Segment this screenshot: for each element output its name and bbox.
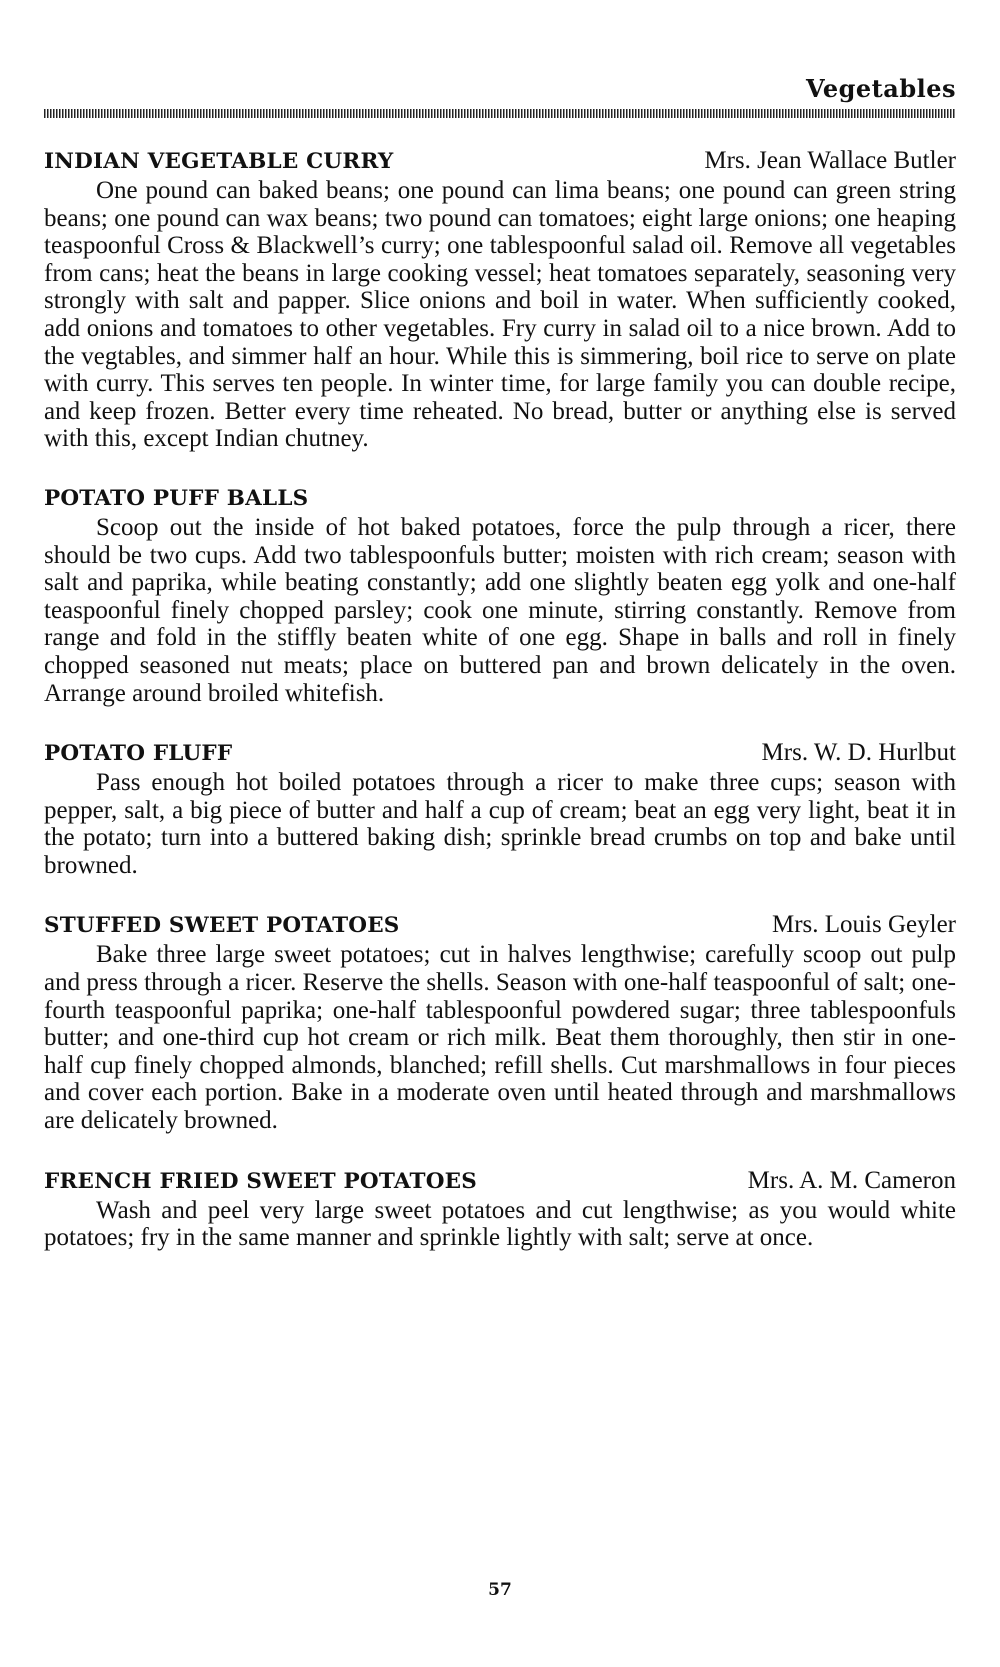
recipe-title: POTATO PUFF BALLS [44, 485, 309, 511]
header-rule [44, 109, 956, 118]
book-page [44, 0, 956, 1667]
recipe-french-fried-sweet-potatoes [44, 1166, 956, 1252]
recipe-author: Mrs. W. D. Hurlbut [761, 739, 956, 767]
recipe-text: Wash and peel very large sweet potatoes and cut lengthwise; as you would white potatoes; fry in the same manner and sprinkle lightly with salt; serve at once. [44, 1196, 956, 1252]
recipe-title: POTATO FLUFF [44, 741, 233, 767]
recipe-stuffed-sweet-potatoes [44, 910, 956, 1134]
recipe-text: One pound can baked beans; one pound can lima beans; one pound can green string beans; one pound can wax beans; two pound can tomatoes; eight large onions; one heaping teaspoonful Cross & Blackwell’s curry; one tablespoonful salad oil. Remove all vegetables from cans; heat the beans in large cooking vessel; heat tomatoes separately, seasoning very strongly with salt and papper. Slice onions and boil in water. When sufficiently cooked, add onions and tomatoes to other vegetables. Fry curry in salad oil to a nice brown. Add to the vegtables, and simmer half an hour. While this is simmering, boil rice to serve on plate with curry. This serves ten people. In winter time, for large family you can double recipe, and keep frozen. Better every time reheated. No bread, butter or anything else is served with this, except Indian chutney. [44, 177, 956, 453]
recipe-text: Bake three large sweet potatoes; cut in halves lengthwise; carefully scoop out pulp and press through a ricer. Reserve the shells. Season with one-half teaspoonful of salt; one-fourth teaspoonful paprika; one-half tablespoonful powdered sugar; three tablespoonfuls butter; and one-third cup hot cream or rich milk. Beat them thoroughly, then stir in one-half cup finely chopped almonds, blanched; refill shells. Cut marshmallows in four pieces and cover each portion. Bake in a moderate oven until heated through and marshmallows are delicately browned. [44, 941, 956, 1135]
recipe-potato-fluff [44, 738, 956, 879]
recipe-list [44, 146, 956, 1252]
recipe-header [44, 146, 956, 177]
recipe-author: Mrs. Louis Geyler [772, 911, 956, 939]
recipe-title: STUFFED SWEET POTATOES [44, 913, 400, 939]
recipe-header [44, 484, 956, 514]
recipe-author: Mrs. Jean Wallace Butler [704, 147, 956, 174]
recipe-text: Scoop out the inside of hot baked potatoes, force the pulp through a ricer, there should be two cups. Add two tablespoonfuls butter; moisten with rich cream; season with salt and paprika, while beating constantly; add one slightly beaten egg yolk and one-half teaspoonful finely chopped parsley; cook one minute, stirring constantly. Remove from range and fold in the stiffly beaten white of one egg. Shape in balls and roll in finely chopped seasoned nut meats; place on buttered pan and brown delicately in the oven. Arrange around broiled whitefish. [44, 513, 956, 707]
recipe-title: INDIAN VEGETABLE CURRY [44, 149, 394, 174]
recipe-header [44, 1166, 956, 1197]
running-head: Vegetables [805, 74, 956, 103]
recipe-title: FRENCH FRIED SWEET POTATOES [44, 1168, 477, 1194]
page-number: 57 [488, 1580, 512, 1600]
recipe-text: Pass enough hot boiled potatoes through a ricer to make three cups; season with pepper, salt, a big piece of butter and half a cup of cream; beat an egg very light, beat it in the potato; turn into a buttered baking dish; sprinkle bread crumbs on top and bake until browned. [44, 769, 956, 879]
recipe-author: Mrs. A. M. Cameron [747, 1166, 956, 1194]
recipe-potato-puff-balls [44, 484, 956, 707]
recipe-header [44, 738, 956, 769]
recipe-indian-vegetable-curry [44, 146, 956, 453]
recipe-header [44, 910, 956, 941]
